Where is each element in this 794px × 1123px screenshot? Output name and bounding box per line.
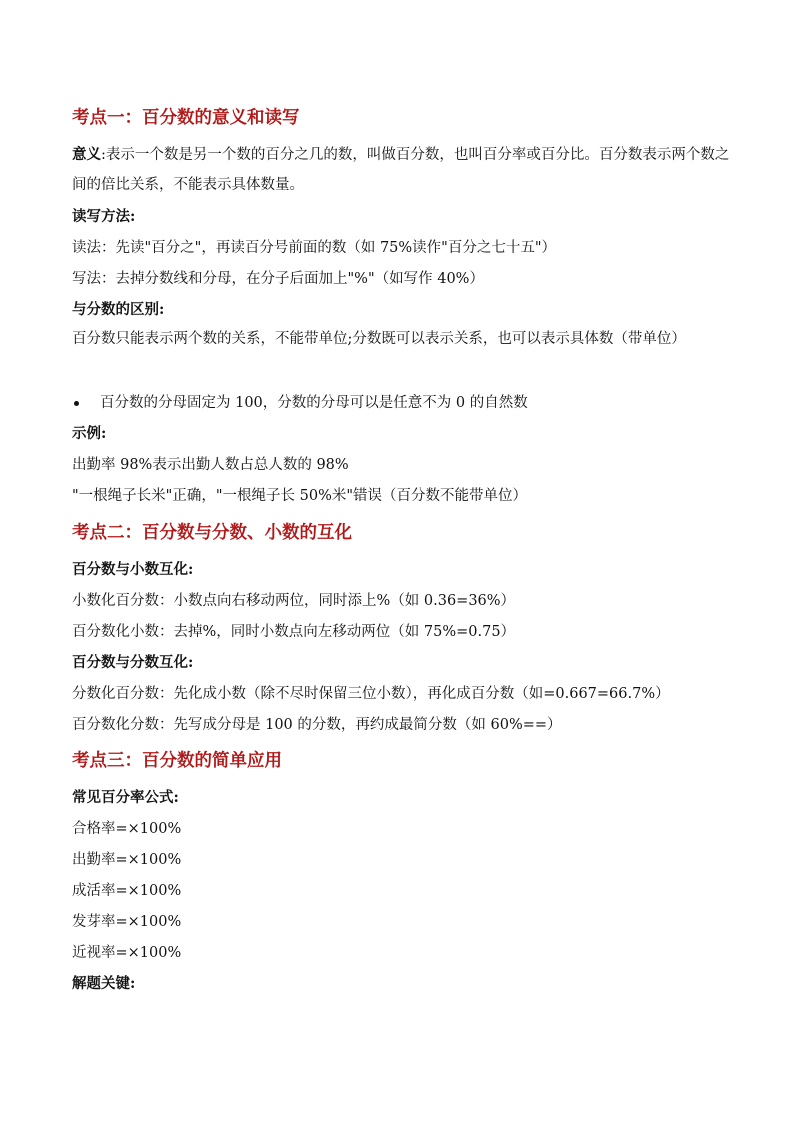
decimal-2: 百分数化小数：去掉%，同时小数点向左移动两位（如 75%=0.75） [72,624,516,640]
formula-item: 近视率=×100% [72,945,182,961]
example-2: "一根绳子长米"正确，"一根绳子长 50%米"错误（百分数不能带单位） [72,488,528,504]
formula-label: 常见百分率公式: [72,789,179,806]
fraction-1: 分数化百分数：先化成小数（除不尽时保留三位小数），再化成百分数（如=0.667=66.7%） [72,686,670,702]
fraction-2: 百分数化分数：先写成分母是 100 的分数，再约成最简分数（如 60%==） [72,717,562,733]
rw-method-label: 读写方法: [72,208,136,225]
fraction-label: 百分数与分数互化: [72,654,194,671]
bullet-text: 百分数的分母固定为 100，分数的分母可以是任意不为 0 的自然数 [100,395,528,411]
diff-paragraph: 百分数只能表示两个数的关系，不能带单位;分数既可以表示关系，也可以表示具体数（带单位） [72,331,686,347]
example-1: 出勤率 98%表示出勤人数占总人数的 98% [72,457,349,473]
section-2-title: 考点二：百分数与分数、小数的互化 [72,523,352,543]
formula-item: 出勤率=×100% [72,852,182,868]
meaning-text: :表示一个数是另一个数的百分之几的数，叫做百分数，也叫百分率或百分比。百分数表示两个数之间的倍比关系，不能表示具体数量。 [72,147,730,193]
meaning-label: 意义 [72,146,101,163]
section-3-title: 考点三：百分数的简单应用 [72,751,282,771]
key-label: 解题关键: [72,975,136,992]
diff-label: 与分数的区别: [72,301,165,318]
section-1-title: 考点一：百分数的意义和读写 [72,108,300,128]
formula-item: 合格率=×100% [72,821,182,837]
bullet-dot-icon [74,401,79,406]
write-line: 写法：去掉分数线和分母，在分子后面加上"%"（如写作 40%） [72,271,484,287]
formula-item: 发芽率=×100% [72,914,182,930]
read-line: 读法：先读"百分之"，再读百分号前面的数（如 75%读作"百分之七十五"） [72,240,557,256]
example-label: 示例: [72,425,107,442]
decimal-1: 小数化百分数：小数点向右移动两位，同时添上%（如 0.36=36%） [72,593,516,609]
meaning-paragraph [72,140,732,200]
formula-item: 成活率=×100% [72,883,182,899]
decimal-label: 百分数与小数互化: [72,561,194,578]
